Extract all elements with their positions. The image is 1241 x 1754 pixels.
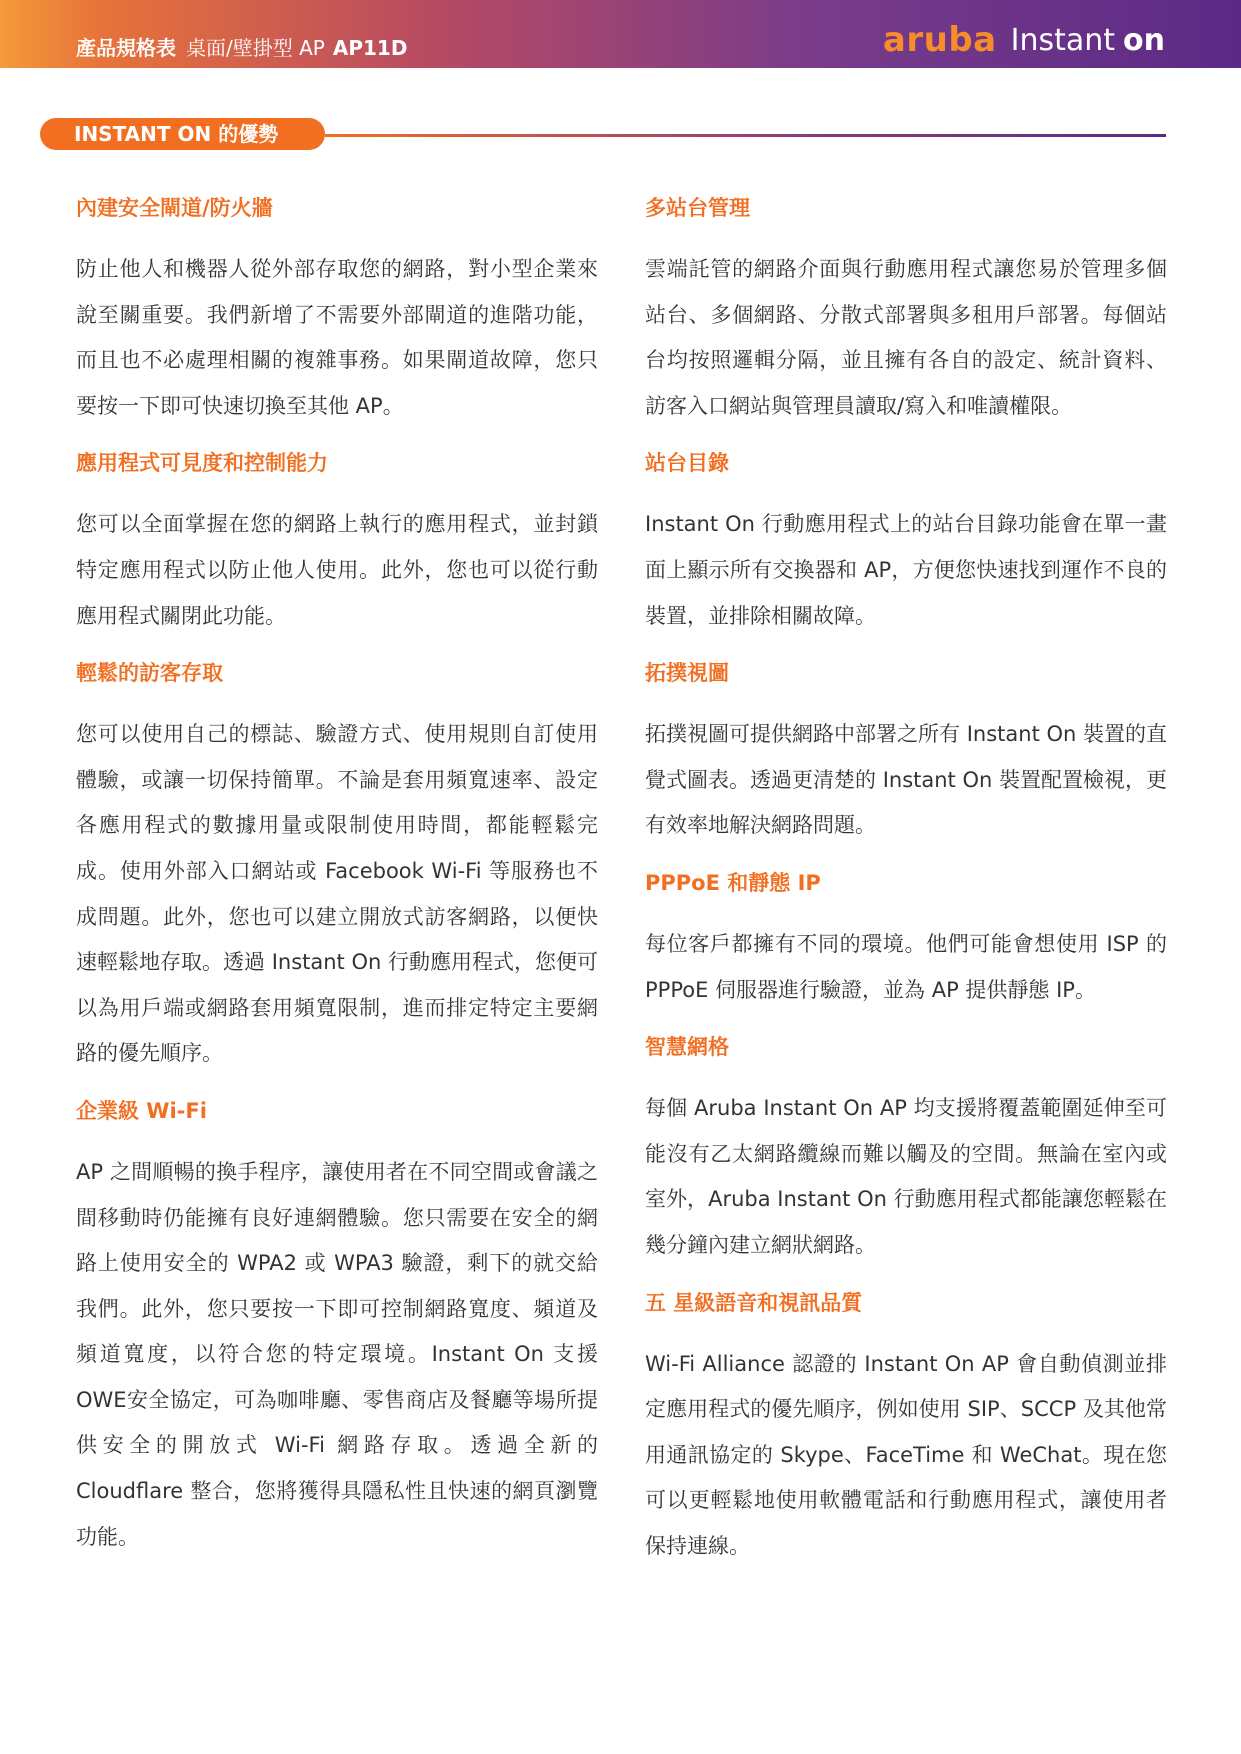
feature-heading: 拓撲視圖 (645, 661, 729, 686)
logo-on: on (1123, 22, 1165, 58)
feature-block (645, 194, 1167, 429)
logo-instant: Instant (1010, 22, 1116, 58)
feature-body: Instant On 行動應用程式上的站台目錄功能會在單一畫面上顯示所有交換器和 AP，方便您快速找到運作不良的裝置，並排除相關故障。 (645, 512, 1167, 628)
left-column (76, 194, 598, 1580)
feature-heading: 多站台管理 (645, 196, 750, 220)
page-header (0, 0, 1241, 68)
feature-heading: PPPoE 和靜態 IP (645, 870, 821, 895)
feature-body: AP 之間順暢的換手程序，讓使用者在不同空間或會議之間移動時仍能擁有良好連網體驗。您只需要在安全的網路上使用安全的 WPA2 或 WPA3 驗證，剩下的就交給我們。此外，您只要按一下即可控制網路寬度、頻道及頻道寬度，以符合您的特定環境。Instant On 支援 OWE安全協定，可為咖啡廳、零售商店及餐廳等場所提供安全的開放式 Wi-Fi 網路存取。透過全新的 Cloudflare 整合，您將獲得具隱私性且快速的網頁瀏覽功能。 (76, 1159, 598, 1549)
model-name: AP11D (332, 36, 408, 60)
feature-block (76, 449, 598, 639)
product-desc: 桌面/壁掛型 AP (186, 36, 325, 60)
feature-body: 每個 Aruba Instant On AP 均支援將覆蓋範圍延伸至可能沒有乙太網路纜線而難以觸及的空間。無論在室內或室外，Aruba Instant On 行動應用程式都能讓您輕鬆在幾分鐘內建立網狀網路。 (645, 1096, 1167, 1257)
section-title: INSTANT ON 的優勢 (40, 118, 325, 150)
feature-block (645, 1033, 1167, 1268)
feature-block (76, 194, 598, 429)
feature-block (645, 449, 1167, 639)
section-divider (325, 134, 1166, 137)
feature-body: 拓撲視圖可提供網路中部署之所有 Instant On 裝置的直覺式圖表。透過更清楚的 Instant On 裝置配置檢視，更有效率地解決網路問題。 (645, 722, 1167, 838)
feature-body: 雲端託管的網路介面與行動應用程式讓您易於管理多個站台、多個網路、分散式部署與多租用戶部署。每個站台均按照邏輯分隔，並且擁有各自的設定、統計資料、訪客入口網站與管理員讀取/寫入和唯讀權限。 (645, 257, 1167, 418)
header-title (76, 32, 407, 61)
feature-heading: 應用程式可見度和控制能力 (76, 451, 328, 476)
feature-heading: 內建安全閘道/防火牆 (76, 196, 273, 220)
feature-body: Wi-Fi Alliance 認證的 Instant On AP 會自動偵測並排定應用程式的優先順序，例如使用 SIP、SCCP 及其他常用通訊協定的 Skype、FaceTime 和 WeChat。現在您可以更輕鬆地使用軟體電話和行動應用程式，讓使用者保持連線。 (645, 1351, 1167, 1558)
logo-aruba: aruba (882, 20, 997, 60)
feature-body: 防止他人和機器人從外部存取您的網路，對小型企業來說至關重要。我們新增了不需要外部閘道的進階功能，而且也不必處理相關的複雜事務。如果閘道故障，您只要按一下即可快速切換至其他 AP。 (76, 257, 598, 418)
section-header (40, 118, 1166, 150)
feature-body: 您可以使用自己的標誌、驗證方式、使用規則自訂使用體驗，或讓一切保持簡單。不論是套用頻寬速率、設定各應用程式的數據用量或限制使用時間，都能輕鬆完成。使用外部入口網站或 Facebook Wi-Fi 等服務也不成問題。此外，您也可以建立開放式訪客網路，以便快速輕鬆地存取。透過 Instant On 行動應用程式，您便可以為用戶端或網路套用頻寬限制，進而排定特定主要網路的優先順序。 (76, 722, 598, 1066)
right-column (645, 194, 1167, 1589)
feature-heading: 企業級 Wi-Fi (76, 1098, 207, 1123)
feature-body: 您可以全面掌握在您的網路上執行的應用程式，並封鎖特定應用程式以防止他人使用。此外，您也可以從行動應用程式關閉此功能。 (76, 512, 598, 628)
feature-block (645, 869, 1167, 1013)
feature-heading: 五 星級語音和視訊品質 (645, 1290, 863, 1315)
aruba-instant-on-logo (883, 22, 1165, 58)
feature-body: 每位客戶都擁有不同的環境。他們可能會想使用 ISP 的 PPPoE 伺服器進行驗證，並為 AP 提供靜態 IP。 (645, 931, 1167, 1002)
feature-block (76, 659, 598, 1077)
doc-type: 產品規格表 (76, 36, 176, 60)
feature-block (645, 1289, 1167, 1570)
feature-block (645, 659, 1167, 849)
feature-heading: 站台目錄 (645, 451, 729, 476)
feature-block (76, 1097, 598, 1560)
feature-heading: 智慧網格 (645, 1035, 729, 1060)
feature-heading: 輕鬆的訪客存取 (76, 661, 223, 686)
